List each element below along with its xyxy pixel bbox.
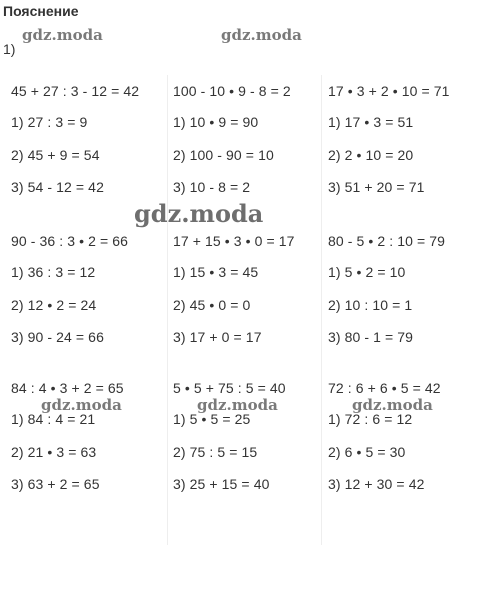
step-3: 3) 54 - 12 = 42 <box>11 179 104 195</box>
watermark: gdz.moda <box>22 26 103 44</box>
step-2: 2) 100 - 90 = 10 <box>173 147 274 163</box>
watermark: gdz.moda <box>134 199 264 228</box>
watermark: gdz.moda <box>197 396 278 414</box>
expression: 100 - 10 • 9 - 8 = 2 <box>173 83 291 99</box>
step-2: 2) 10 : 10 = 1 <box>328 297 413 313</box>
step-3: 3) 17 + 0 = 17 <box>173 329 262 345</box>
expression-block <box>11 233 166 373</box>
expression: 5 • 5 + 75 : 5 = 40 <box>173 380 286 396</box>
step-1: 1) 36 : 3 = 12 <box>11 264 96 280</box>
step-2: 2) 21 • 3 = 63 <box>11 444 97 460</box>
expression: 17 + 15 • 3 • 0 = 17 <box>173 233 295 249</box>
watermark: gdz.moda <box>221 26 302 44</box>
watermark: gdz.moda <box>352 396 433 414</box>
step-2: 2) 12 • 2 = 24 <box>11 297 97 313</box>
expression: 45 + 27 : 3 - 12 = 42 <box>11 83 140 99</box>
expression-block <box>173 233 328 373</box>
step-3: 3) 90 - 24 = 66 <box>11 329 104 345</box>
step-2: 2) 45 + 9 = 54 <box>11 147 100 163</box>
step-1: 1) 27 : 3 = 9 <box>11 114 88 130</box>
step-3: 3) 80 - 1 = 79 <box>328 329 414 345</box>
step-3: 3) 12 + 30 = 42 <box>328 476 425 492</box>
expression: 84 : 4 • 3 + 2 = 65 <box>11 380 124 396</box>
step-1: 1) 84 : 4 = 21 <box>11 411 96 427</box>
expression: 90 - 36 : 3 • 2 = 66 <box>11 233 129 249</box>
step-1: 1) 72 : 6 = 12 <box>328 411 413 427</box>
expression: 17 • 3 + 2 • 10 = 71 <box>328 83 450 99</box>
expression-block <box>328 233 483 373</box>
step-3: 3) 51 + 20 = 71 <box>328 179 425 195</box>
expression: 80 - 5 • 2 : 10 = 79 <box>328 233 446 249</box>
item-number: 1) <box>3 41 16 57</box>
step-2: 2) 6 • 5 = 30 <box>328 444 406 460</box>
step-2: 2) 45 • 0 = 0 <box>173 297 251 313</box>
step-1: 1) 5 • 5 = 25 <box>173 411 251 427</box>
step-2: 2) 2 • 10 = 20 <box>328 147 414 163</box>
step-1: 1) 10 • 9 = 90 <box>173 114 259 130</box>
step-1: 1) 15 • 3 = 45 <box>173 264 259 280</box>
expression-block <box>328 83 483 223</box>
step-3: 3) 10 - 8 = 2 <box>173 179 251 195</box>
step-2: 2) 75 : 5 = 15 <box>173 444 258 460</box>
step-3: 3) 63 + 2 = 65 <box>11 476 100 492</box>
step-1: 1) 17 • 3 = 51 <box>328 114 414 130</box>
step-3: 3) 25 + 15 = 40 <box>173 476 270 492</box>
column-divider <box>167 75 168 545</box>
step-1: 1) 5 • 2 = 10 <box>328 264 406 280</box>
explanation-heading: Пояснение <box>3 3 79 19</box>
watermark: gdz.moda <box>41 396 122 414</box>
expression: 72 : 6 + 6 • 5 = 42 <box>328 380 441 396</box>
